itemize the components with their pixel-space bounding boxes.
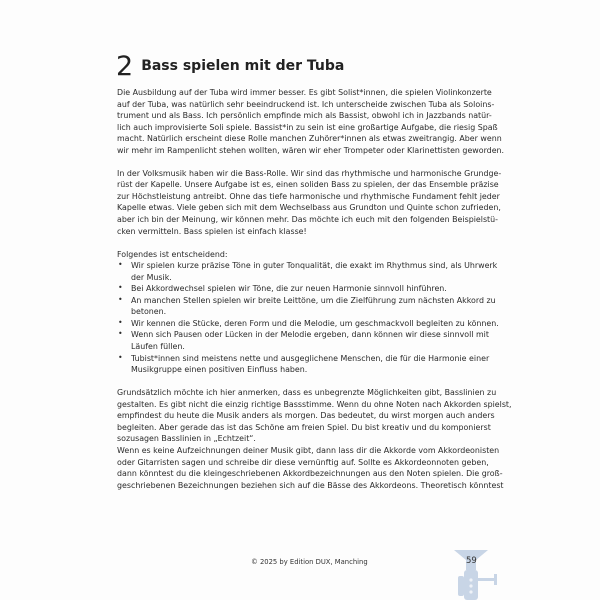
text-line: Läufen füllen.	[131, 342, 185, 352]
text-line: wir mehr im Rampenlicht stehen wollten, wären wir eher Trompeter oder Klarinettisten geworden.	[117, 145, 505, 155]
text-line: oder Gitarristen sagen und schreibe dir diese vernünftig auf. Sollte es Akkordeonnoten geben,	[117, 457, 489, 467]
text-line: Die Ausbildung auf der Tuba wird immer besser. Es gibt Solist*innen, die spielen Violinkonzerte	[117, 88, 492, 97]
text-line: der Musik.	[131, 272, 172, 282]
chapter-number: 2	[116, 50, 134, 82]
text-line: Bei Akkordwechsel spielen wir Töne, die zur neuen Harmonie sinnvoll hinführen.	[131, 284, 447, 294]
paragraph-gap	[117, 237, 487, 249]
list-item	[117, 294, 496, 318]
text-line: dann könntest du die kleingeschriebenen Akkordbezeichnungen aus den Noten spielen. Die groß-	[117, 469, 503, 479]
text-line: trument und als Bass. Ich persönlich empfinde mich als Bassist, obwohl ich in Jazzbands natür-	[117, 111, 492, 121]
chapter-heading	[116, 50, 344, 82]
body-text	[117, 87, 512, 491]
bullet-icon: •	[118, 294, 123, 304]
text-line: Grundsätzlich möchte ich hier anmerken, dass es unbegrenzte Möglichkeiten gibt, Basslinien zu	[117, 388, 497, 398]
chapter-title: Bass spielen mit der Tuba	[141, 58, 345, 74]
text-line: Kapelle etwas. Viele geben sich mit dem Wechselbass aus Grundton und Quinte schon zufrieden,	[117, 203, 501, 213]
list-item	[117, 283, 487, 295]
bullet-list	[117, 260, 499, 375]
paragraph-gap	[117, 376, 487, 388]
paragraph	[117, 168, 502, 237]
text-line: rüst der Kapelle. Unsere Aufgabe ist es, einen soliden Bass zu spielen, der das Ensemble präzise	[117, 180, 499, 190]
text-line: betonen.	[131, 307, 167, 317]
bullet-icon: •	[118, 317, 123, 327]
text-line: begleiten. Aber gerade das ist das Schöne am freien Spiel. Du bist kreativ und du komponierst	[117, 422, 491, 432]
text-line: cken vermitteln. Bass spielen ist einfach klasse!	[117, 226, 307, 236]
bullet-icon: •	[118, 260, 123, 270]
page-number: 59	[466, 556, 477, 566]
text-line: Wir spielen kurze präzise Töne in guter Tonqualität, die exakt im Rhythmus sind, als Uhrwerk	[131, 261, 498, 271]
text-line: lich auch improvisierte Soli spiele. Bassist*in zu sein ist eine großartige Aufgabe, die riesig Spaß	[117, 122, 498, 132]
text-line: Tubist*innen sind meistens nette und ausgeglichene Menschen, die für die Harmonie einer	[131, 353, 490, 363]
text-line: Wir kennen die Stücke, deren Form und die Melodie, um geschmackvoll begleiten zu können.	[131, 318, 499, 328]
text-line: gestalten. Es gibt nicht die einzig richtige Bassstimme. Wenn du ohne Noten nach Akkorden spielst,	[117, 399, 512, 409]
text-line: In der Volksmusik haben wir die Bass-Rolle. Wir sind das rhythmische und harmonische Grundge-	[117, 168, 502, 178]
text-line: Wenn es keine Aufzeichnungen deiner Musik gibt, dann lass dir die Akkorde vom Akkordeonisten	[117, 445, 500, 455]
text-line: aber ich bin der Meinung, wir können mehr. Das möchte ich euch mit den folgenden Beispielstü-	[117, 215, 498, 225]
text-line: macht. Natürlich erscheint diese Rolle manchen Zuhörer*innen als etwas zweitrangig. Aber wenn	[117, 134, 502, 144]
text-line: Musikgruppe einen positiven Einfluss haben.	[131, 365, 308, 375]
text-line: sozusagen Basslinien in „Echtzeit“.	[117, 434, 256, 444]
paragraph	[117, 387, 512, 445]
list-item	[117, 317, 499, 330]
list-item	[117, 352, 490, 376]
paragraph	[117, 445, 504, 491]
bullet-icon: •	[118, 329, 123, 339]
paragraph	[117, 87, 505, 156]
text-line: zur Höchstleistung antreibt. Ohne das tiefe harmonische und rhythmische Fundament fehlt jeder	[117, 191, 500, 201]
bullet-icon: •	[118, 352, 123, 362]
text-line: auf der Tuba, was natürlich sehr beeindruckend ist. Ich unterscheide zwischen Tuba als Soloins-	[117, 99, 495, 109]
text-line: empfindest du heute die Musik anders als morgen. Das bedeutet, du wirst morgen auch anders	[117, 411, 495, 421]
copyright-footer: © 2025 by Edition DUX, Manching	[251, 558, 368, 566]
list-intro: Folgendes ist entscheidend:	[117, 249, 228, 259]
list-item	[117, 260, 498, 283]
paragraph-gap	[117, 156, 487, 168]
text-line: Wenn sich Pausen oder Lücken in der Melodie ergeben, dann können wir diese sinnvoll mit	[131, 330, 489, 340]
text-line: geschriebenen Bezeichnungen beziehen sich auf die Bässe des Akkordeons. Theoretisch könntest	[117, 480, 504, 490]
list-item	[117, 329, 487, 352]
text-line: An manchen Stellen spielen wir breite Leittöne, um die Zielführung zum nächsten Akkord zu	[131, 295, 496, 305]
bullet-icon: •	[118, 283, 123, 293]
